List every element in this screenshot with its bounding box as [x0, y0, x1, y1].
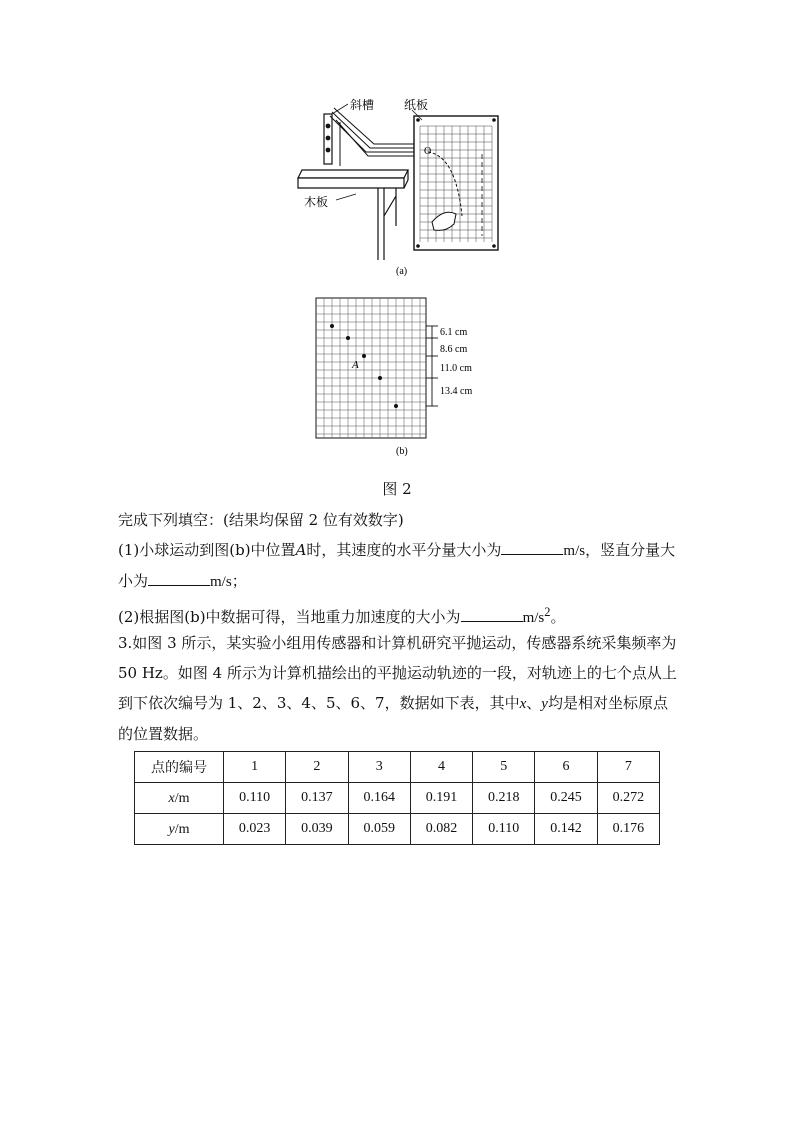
table-cell: 0.023	[224, 814, 286, 845]
table-cell: 5	[473, 752, 535, 783]
part2-text: (2)根据图(b)中数据可得，当地重力加速度的大小为	[118, 608, 461, 626]
part2-unit: m/s	[522, 610, 545, 626]
row-x-unit: /m	[174, 790, 190, 806]
ball-position	[346, 336, 350, 340]
table-cell: 7	[597, 752, 659, 783]
table-cell: 0.164	[348, 783, 410, 814]
part2-end: 。	[550, 608, 566, 626]
chute	[330, 108, 424, 166]
label-chute: 斜槽	[350, 98, 375, 112]
segment-label: 11.0 cm	[440, 363, 472, 374]
table-cell: 0.245	[535, 783, 597, 814]
question2-intro: 完成下列填空：(结果均保留 2 位有效数字)	[118, 511, 404, 529]
question2-part1	[118, 535, 678, 597]
table-cell: 0.110	[224, 783, 286, 814]
label-wooden-board: 木板	[304, 195, 329, 209]
table-cell: 0.082	[410, 814, 472, 845]
row-y-var: y	[168, 821, 175, 837]
row-x-var: x	[168, 790, 175, 806]
table-cell: 0.039	[286, 814, 348, 845]
part1-end: ；	[231, 572, 247, 590]
table-cell: 0.272	[597, 783, 659, 814]
table-cell: 0.191	[410, 783, 472, 814]
segment-label: 13.4 cm	[440, 386, 473, 397]
q3-var-y: y	[541, 696, 548, 712]
segment-label: 6.1 cm	[440, 327, 468, 338]
answer-blank-gravity[interactable]	[461, 607, 523, 622]
figure-b-grid	[312, 292, 492, 462]
table-cell: 0.110	[473, 814, 535, 845]
figure-a-sublabel: (a)	[396, 266, 408, 276]
figure-caption: 图 2	[382, 480, 412, 498]
part1-text-a: (1)小球运动到图(b)中位置	[118, 541, 296, 559]
part2-sup: 2	[544, 605, 551, 619]
label-origin: O	[424, 146, 432, 157]
ball-position	[330, 324, 334, 328]
answer-blank-horizontal[interactable]	[501, 540, 563, 555]
label-paper-board: 纸板	[404, 98, 429, 112]
table-cell: 3	[348, 752, 410, 783]
label-point-a: A	[352, 359, 359, 371]
table-cell: 2	[286, 752, 348, 783]
q3-text-b: 均是相对坐标原点的位置数据。	[118, 694, 668, 743]
table-cell: 0.059	[348, 814, 410, 845]
part1-var-a: A	[295, 541, 307, 559]
table-row	[135, 783, 660, 814]
segment-label: 8.6 cm	[440, 344, 468, 355]
part1-text-c: ，竖直分量大小为	[118, 541, 676, 590]
header-label: 点的编号	[135, 752, 224, 783]
row-label-x	[135, 783, 224, 814]
q3-text-a: 3.如图 3 所示，某实验小组用传感器和计算机研究平抛运动，传感器系统采集频率为 50 Hz。如图 4 所示为计算机描绘出的平抛运动轨迹的一段，对轨迹上的七个点从上到下依次编号为 1、2、3、4、5、6、7，数据如下表，其中	[118, 634, 677, 712]
part1-text-b: 时，其速度的水平分量大小为	[306, 541, 502, 559]
data-table	[134, 751, 660, 845]
row-label-y	[135, 814, 224, 845]
table-cell: 0.137	[286, 783, 348, 814]
table-cell: 4	[410, 752, 472, 783]
part1-unit2: m/s	[210, 574, 232, 590]
ball-position	[362, 354, 366, 358]
answer-blank-vertical[interactable]	[148, 571, 210, 586]
row-y-unit: /m	[174, 821, 190, 837]
ball-position	[378, 376, 382, 380]
table-cell: 0.142	[535, 814, 597, 845]
table-cell: 0.176	[597, 814, 659, 845]
table-cell: 1	[224, 752, 286, 783]
part1-unit1: m/s	[563, 543, 586, 559]
question3-text	[118, 628, 678, 749]
paper-board	[414, 116, 498, 250]
figure-a-apparatus	[296, 96, 506, 276]
table-cell: 6	[535, 752, 597, 783]
table-row	[135, 814, 660, 845]
chute-support	[324, 114, 332, 164]
figure-b-sublabel: (b)	[396, 446, 408, 457]
wooden-table	[298, 170, 408, 260]
ball-position	[394, 404, 398, 408]
table-cell: 0.218	[473, 783, 535, 814]
q3-sep: 、	[526, 694, 542, 712]
table-row	[135, 752, 660, 783]
q3-var-x: x	[519, 696, 527, 712]
